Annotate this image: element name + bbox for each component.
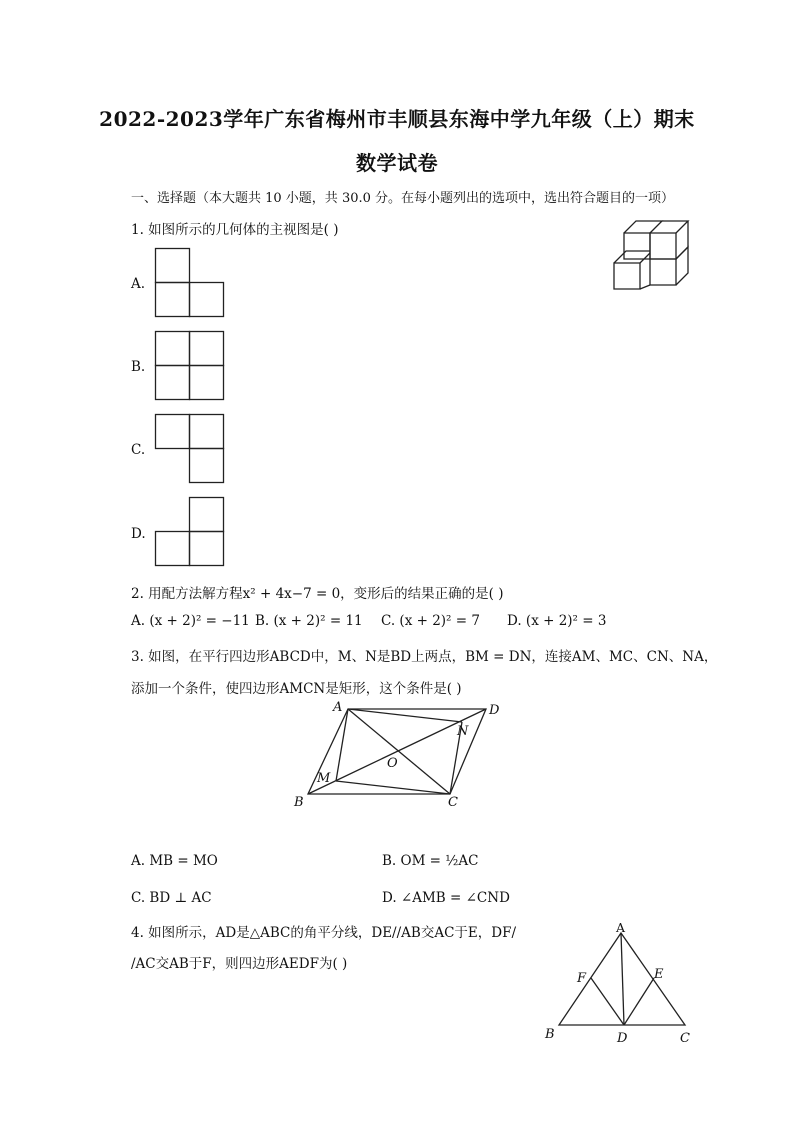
q4-triangle-figure [540, 920, 700, 1050]
q1-option-b-label[interactable]: B. [131, 359, 146, 375]
q3-parallelogram-figure [290, 698, 510, 810]
q3-label-c: C [448, 795, 458, 810]
q4-label-e: E [654, 967, 664, 982]
q1-option-b-figure [155, 331, 225, 401]
q3-label-m: M [317, 771, 331, 786]
q3-label-d: D [489, 703, 500, 718]
q2-option-c[interactable]: C. (x + 2)² = 7 [381, 613, 480, 629]
q4-label-a: A [616, 920, 626, 935]
q3-option-a[interactable]: A. MB = MO [131, 853, 218, 869]
section-heading: 一、选择题（本大题共 10 小题，共 30.0 分。在每小题列出的选项中，选出符合题目的一项） [131, 191, 675, 206]
question-4-stem-line1: 4. 如图所示，AD是△ABC的角平分线，DE//AB交AC于E，DF/ [131, 925, 516, 941]
question-3-stem-line1: 3. 如图，在平行四边形ABCD中，M、N是BD上两点，BM = DN，连接AM、MC、CN、NA， [131, 649, 718, 665]
q3-option-d[interactable]: D. ∠AMB = ∠CND [382, 890, 510, 906]
q3-option-b[interactable]: B. OM = ½AC [382, 853, 479, 869]
page-title-line2: 数学试卷 [356, 151, 438, 175]
q1-option-c-label[interactable]: C. [131, 442, 146, 458]
question-4-stem-line2: /AC交AB于F，则四边形AEDF为( ) [131, 956, 348, 972]
q2-option-b[interactable]: B. (x + 2)² = 11 [255, 613, 363, 629]
q3-label-o: O [387, 756, 398, 771]
q1-option-d-label[interactable]: D. [131, 526, 146, 542]
q1-option-a-label[interactable]: A. [131, 276, 146, 292]
q3-label-b: B [294, 795, 304, 810]
q2-option-a[interactable]: A. (x + 2)² = −11 [131, 613, 250, 629]
q4-label-c: C [680, 1031, 690, 1046]
q3-label-n: N [457, 724, 469, 739]
q4-label-b: B [545, 1027, 555, 1042]
q1-cube-figure [610, 215, 695, 293]
q2-option-d[interactable]: D. (x + 2)² = 3 [507, 613, 607, 629]
q1-option-a-figure [155, 248, 225, 318]
page-title-line1: 2022-2023学年广东省梅州市丰顺县东海中学九年级（上）期末 [99, 107, 695, 131]
q1-option-d-figure [155, 497, 225, 567]
q3-label-a: A [333, 700, 343, 715]
q4-label-d: D [617, 1031, 628, 1046]
q1-option-c-figure [155, 414, 225, 484]
question-3-stem-line2: 添加一个条件，使四边形AMCN是矩形，这个条件是( ) [131, 681, 462, 697]
question-2-stem: 2. 用配方法解方程x² + 4x−7 = 0，变形后的结果正确的是( ) [131, 586, 504, 602]
question-1-stem: 1. 如图所示的几何体的主视图是( ) [131, 222, 339, 238]
q4-label-f: F [577, 971, 587, 986]
q3-option-c[interactable]: C. BD ⊥ AC [131, 890, 212, 906]
